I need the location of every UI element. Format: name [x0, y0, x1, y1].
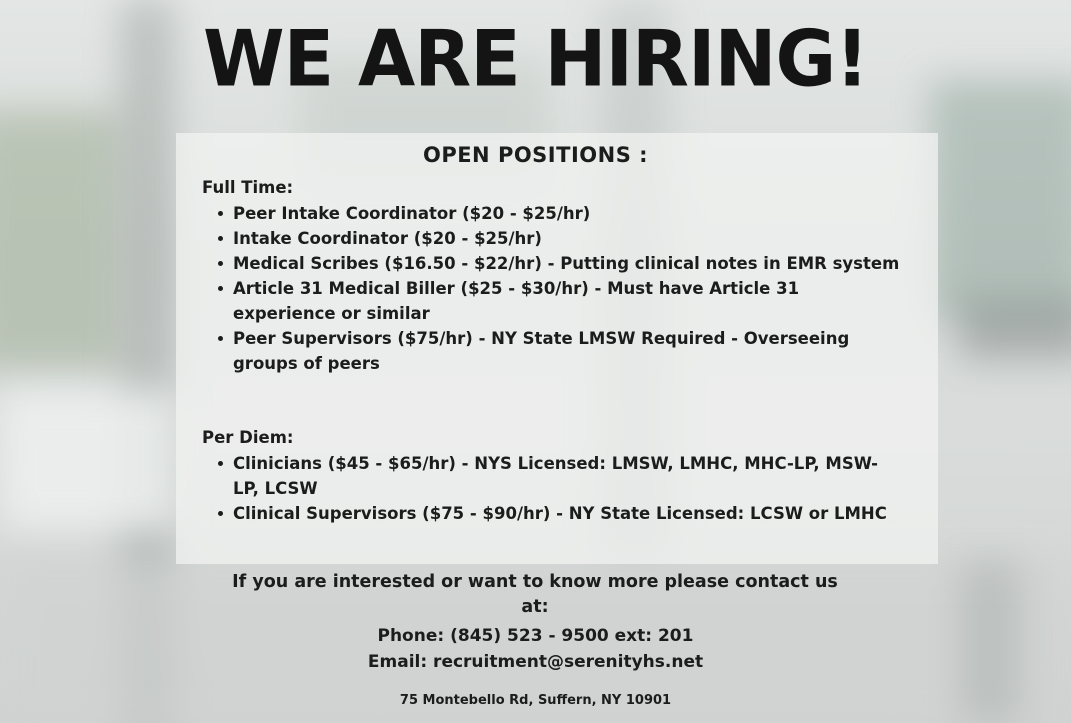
- hiring-headline: WE ARE HIRING!: [203, 13, 868, 105]
- open-positions-title: OPEN POSITIONS :: [422, 143, 649, 167]
- per-diem-heading: Per Diem:: [202, 428, 294, 447]
- list-item: Intake Coordinator ($20 - $25/hr): [212, 226, 902, 251]
- list-item: Peer Supervisors ($75/hr) - NY State LMSW Required - Overseeing groups of peers: [212, 326, 902, 376]
- list-item: Medical Scribes ($16.50 - $22/hr) - Putting clinical notes in EMR system: [212, 251, 902, 276]
- address-line: 75 Montebello Rd, Suffern, NY 10901: [399, 693, 672, 708]
- per-diem-list: [212, 451, 902, 526]
- full-time-heading: Full Time:: [202, 178, 294, 197]
- phone-line: Phone: (845) 523 - 9500 ext: 201: [377, 626, 694, 646]
- list-item: Peer Intake Coordinator ($20 - $25/hr): [212, 201, 902, 226]
- list-item: Clinical Supervisors ($75 - $90/hr) - NY State Licensed: LCSW or LMHC: [212, 501, 902, 526]
- full-time-list: [212, 201, 902, 376]
- list-item: Clinicians ($45 - $65/hr) - NYS Licensed: LMSW, LMHC, MHC-LP, MSW-LP, LCSW: [212, 451, 902, 501]
- contact-intro: If you are interested or want to know more please contact us at:: [232, 572, 838, 617]
- email-line: Email: recruitment@serenityhs.net: [367, 652, 704, 672]
- list-item: Article 31 Medical Biller ($25 - $30/hr) - Must have Article 31 experience or similar: [212, 276, 902, 326]
